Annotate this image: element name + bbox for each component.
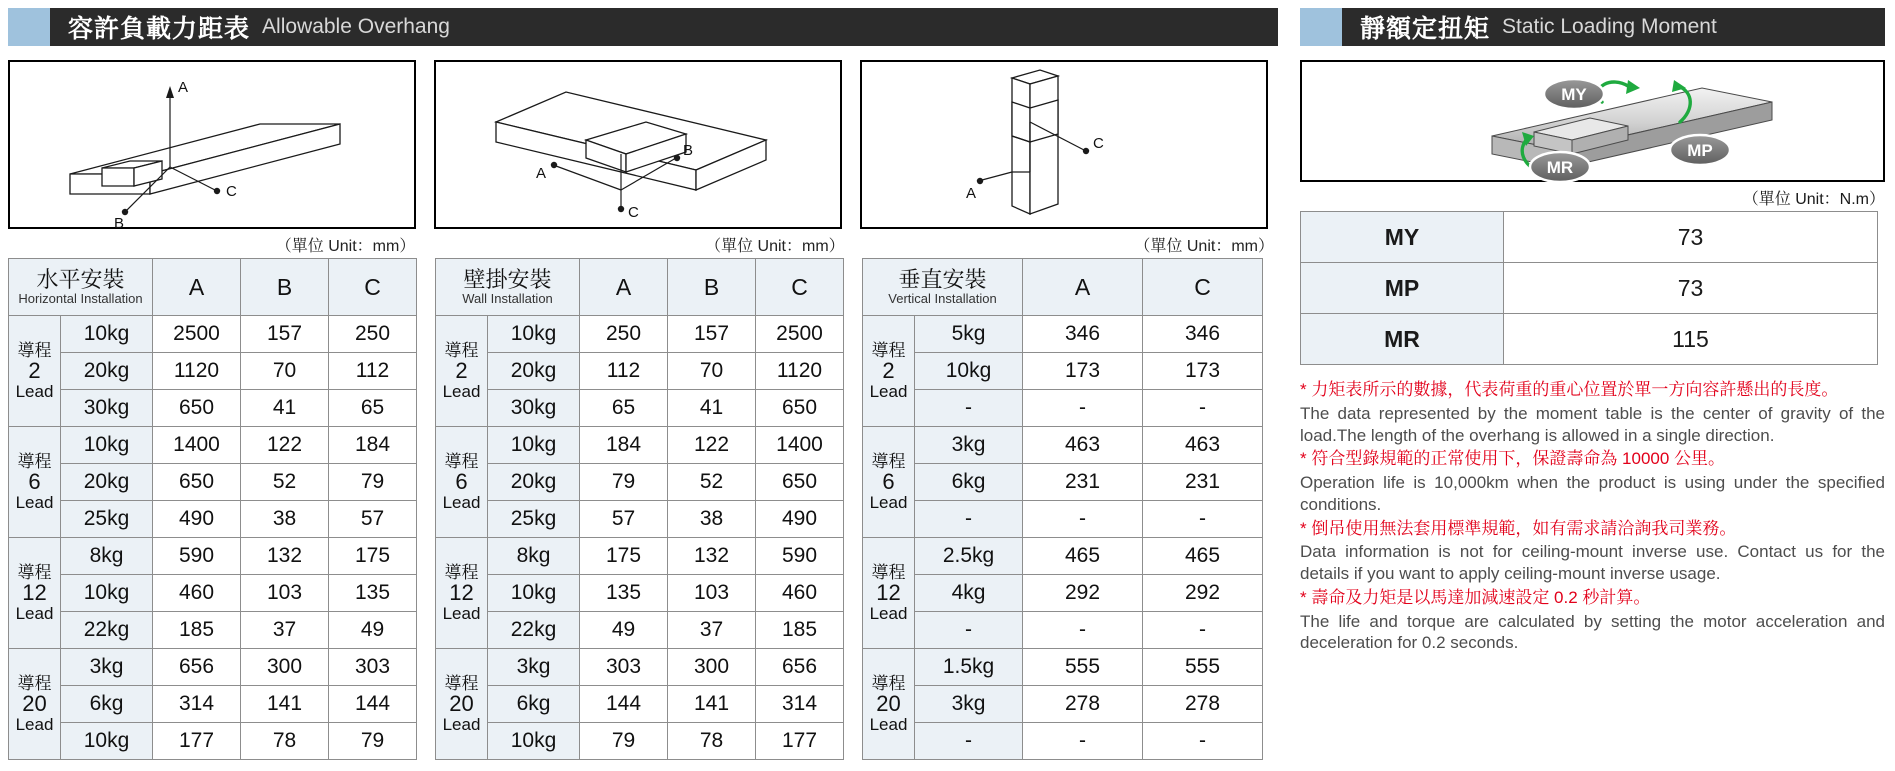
load-cell: -: [915, 501, 1023, 538]
table-row: [436, 649, 844, 686]
header-bar: [50, 8, 1278, 46]
value-c: 112: [329, 353, 417, 390]
note-4-cn: * 壽命及力矩是以馬達加減速設定 0.2 秒計算。: [1300, 587, 1651, 607]
lead-label-en: Lead: [869, 381, 908, 401]
table-row: [863, 723, 1263, 760]
load-cell: 1.5kg: [915, 649, 1023, 686]
value-c: 79: [329, 464, 417, 501]
table-row: [863, 464, 1263, 501]
table-title-cell: [436, 259, 580, 316]
table-row: [436, 353, 844, 390]
lead-group-cell: [9, 427, 61, 538]
load-cell: 6kg: [61, 686, 153, 723]
lead-number: 12: [876, 580, 901, 606]
moment-diagram-drawing: [1302, 62, 1880, 176]
value-a: -: [1023, 612, 1143, 649]
allowable-overhang-header: [8, 8, 1278, 46]
table-row: [863, 649, 1263, 686]
load-cell: 22kg: [61, 612, 153, 649]
value-a: 278: [1023, 686, 1143, 723]
value-a: 656: [153, 649, 241, 686]
value-b: 132: [241, 538, 329, 575]
diagram-vertical-installation: [860, 60, 1268, 229]
load-cell: 20kg: [61, 353, 153, 390]
value-b: 70: [241, 353, 329, 390]
load-cell: 22kg: [488, 612, 580, 649]
value-c: 250: [329, 316, 417, 353]
static-loading-moment-panel: [1300, 8, 1885, 656]
table-row: [436, 464, 844, 501]
value-b: 141: [668, 686, 756, 723]
load-cell: 10kg: [488, 723, 580, 760]
value-c: 135: [329, 575, 417, 612]
table-row: [9, 501, 417, 538]
value-a: 1120: [153, 353, 241, 390]
table-row: [436, 390, 844, 427]
value-c: 292: [1143, 575, 1263, 612]
value-b: 300: [668, 649, 756, 686]
lead-number: 6: [882, 469, 895, 495]
overhang-tables: [8, 258, 1278, 760]
section-title-en: Static Loading Moment: [1502, 15, 1717, 38]
table-horizontal-installation: [8, 258, 417, 760]
value-c: 303: [329, 649, 417, 686]
value-c: -: [1143, 390, 1263, 427]
value-a: 231: [1023, 464, 1143, 501]
table-row: [863, 612, 1263, 649]
column-header-c: C: [1143, 259, 1263, 316]
label-A: A: [966, 185, 977, 202]
lead-group-cell: [436, 427, 488, 538]
lead-label-cn: 導程: [871, 562, 906, 582]
lead-label-en: Lead: [15, 492, 54, 512]
value-b: 70: [668, 353, 756, 390]
column-header-b: B: [668, 259, 756, 316]
table-title-en: Horizontal Installation: [18, 290, 143, 306]
moment-value-mp: 73: [1504, 263, 1878, 314]
value-c: 65: [329, 390, 417, 427]
moment-diagram: [1300, 60, 1885, 182]
lead-label-cn: 導程: [17, 340, 52, 360]
load-cell: 3kg: [61, 649, 153, 686]
value-a: 175: [580, 538, 668, 575]
moment-label-my: MY: [1301, 212, 1504, 263]
moment-notes: [1300, 379, 1885, 654]
load-cell: 10kg: [915, 353, 1023, 390]
moment-label-mr: MR: [1301, 314, 1504, 365]
table-header-row: [9, 259, 417, 316]
table-row: [863, 575, 1263, 612]
value-a: 346: [1023, 316, 1143, 353]
lead-group-cell: [9, 316, 61, 427]
table-row: [9, 538, 417, 575]
note-4-en: The life and torque are calculated by setting the motor acceleration and deceleration for 0.2 seconds.: [1300, 611, 1885, 653]
table-title-cell: [863, 259, 1023, 316]
table-row: [9, 723, 417, 760]
value-a: -: [1023, 390, 1143, 427]
value-b: 141: [241, 686, 329, 723]
value-b: 38: [241, 501, 329, 538]
value-b: 122: [241, 427, 329, 464]
unit-note-1: （單位 Unit：mm）: [275, 238, 416, 255]
value-a: 2500: [153, 316, 241, 353]
load-cell: 3kg: [488, 649, 580, 686]
section-title-en: Allowable Overhang: [262, 15, 450, 38]
value-b: 300: [241, 649, 329, 686]
column-header-c: C: [756, 259, 844, 316]
value-a: 490: [153, 501, 241, 538]
allowable-overhang-panel: [8, 8, 1278, 760]
lead-label-cn: 導程: [17, 673, 52, 693]
unit-notes-row: [8, 229, 1278, 256]
table-row: [9, 427, 417, 464]
horizontal-installation-drawing: [10, 62, 410, 232]
column-header-b: B: [241, 259, 329, 316]
value-b: 41: [241, 390, 329, 427]
value-a: -: [1023, 723, 1143, 760]
table-row: [436, 501, 844, 538]
lead-label-en: Lead: [15, 714, 54, 734]
value-c: -: [1143, 501, 1263, 538]
load-cell: 25kg: [61, 501, 153, 538]
table-row: [863, 501, 1263, 538]
load-cell: 20kg: [488, 464, 580, 501]
table-wall-installation: [435, 258, 844, 760]
value-c: 173: [1143, 353, 1263, 390]
value-c: 314: [756, 686, 844, 723]
value-c: 175: [329, 538, 417, 575]
load-cell: 20kg: [61, 464, 153, 501]
lead-label-en: Lead: [442, 381, 481, 401]
lead-group-cell: [863, 538, 915, 649]
table-row: [436, 316, 844, 353]
value-a: -: [1023, 501, 1143, 538]
section-title-cn: 容許負載力距表: [68, 15, 251, 43]
lead-label-en: Lead: [869, 492, 908, 512]
table-row: [436, 538, 844, 575]
load-cell: 3kg: [915, 427, 1023, 464]
value-c: 79: [329, 723, 417, 760]
value-c: 656: [756, 649, 844, 686]
value-a: 135: [580, 575, 668, 612]
load-cell: 30kg: [488, 390, 580, 427]
table-row: [1301, 314, 1878, 365]
value-c: 49: [329, 612, 417, 649]
diagram-wall-installation: [434, 60, 842, 229]
lead-label-cn: 導程: [871, 340, 906, 360]
value-a: 1400: [153, 427, 241, 464]
header-accent-square: [1300, 8, 1342, 46]
load-cell: 3kg: [915, 686, 1023, 723]
value-a: 49: [580, 612, 668, 649]
lead-label-en: Lead: [869, 603, 908, 623]
lead-label-cn: 導程: [444, 562, 479, 582]
table-row: [9, 464, 417, 501]
lead-group-cell: [9, 538, 61, 649]
table-title-en: Vertical Installation: [888, 290, 997, 306]
value-a: 250: [580, 316, 668, 353]
note-1-en: The data represented by the moment table is the center of gravity of the load.The length of the overhang is allowed in a single direction.: [1300, 403, 1885, 445]
value-c: 2500: [756, 316, 844, 353]
table-title-en: Wall Installation: [462, 290, 553, 306]
value-a: 590: [153, 538, 241, 575]
static-loading-moment-header: [1300, 8, 1885, 46]
moment-label-mp: MP: [1301, 263, 1504, 314]
value-c: 650: [756, 390, 844, 427]
lead-label-cn: 導程: [871, 451, 906, 471]
value-b: 37: [241, 612, 329, 649]
value-b: 52: [668, 464, 756, 501]
unit-note-2: （單位 Unit：mm）: [705, 238, 845, 255]
note-1-cn: * 力矩表所示的數據，代表荷重的重心位置於單一方向容許懸出的長度。: [1300, 380, 1839, 399]
value-b: 78: [668, 723, 756, 760]
moment-value-mr: 115: [1504, 314, 1878, 365]
load-cell: 6kg: [488, 686, 580, 723]
value-c: 460: [756, 575, 844, 612]
table-row: [9, 612, 417, 649]
value-c: 278: [1143, 686, 1263, 723]
lead-number: 20: [449, 691, 474, 717]
table-row: [436, 427, 844, 464]
column-header-a: A: [580, 259, 668, 316]
overhang-diagrams: [8, 60, 1278, 232]
value-c: -: [1143, 723, 1263, 760]
lead-label-en: Lead: [869, 714, 908, 734]
table-row: [436, 723, 844, 760]
value-b: 103: [241, 575, 329, 612]
value-c: 1400: [756, 427, 844, 464]
table-header-row: [863, 259, 1263, 316]
label-C: C: [628, 204, 639, 221]
lead-number: 6: [455, 469, 468, 495]
unit-note-3: （單位 Unit：mm）: [1134, 238, 1274, 255]
lead-label-cn: 導程: [17, 562, 52, 582]
value-c: 1120: [756, 353, 844, 390]
lead-number: 2: [455, 358, 468, 384]
diagram-horizontal-installation: [8, 60, 416, 232]
vertical-installation-drawing: [862, 62, 1262, 223]
load-cell: 10kg: [61, 316, 153, 353]
value-c: 57: [329, 501, 417, 538]
label-C: C: [1093, 135, 1104, 152]
value-a: 463: [1023, 427, 1143, 464]
value-b: 37: [668, 612, 756, 649]
value-a: 177: [153, 723, 241, 760]
value-c: 490: [756, 501, 844, 538]
lead-group-cell: [436, 649, 488, 760]
lead-number: 20: [22, 691, 47, 717]
note-3-cn: * 倒吊使用無法套用標準規範，如有需求請洽詢我司業務。: [1300, 518, 1737, 538]
value-c: -: [1143, 612, 1263, 649]
label-A: A: [536, 165, 547, 182]
load-cell: -: [915, 390, 1023, 427]
lead-group-cell: [863, 316, 915, 427]
moment-value-my: 73: [1504, 212, 1878, 263]
lead-label-en: Lead: [442, 492, 481, 512]
label-B: B: [683, 142, 694, 159]
lead-number: 12: [22, 580, 47, 606]
value-a: 79: [580, 464, 668, 501]
load-cell: 10kg: [61, 723, 153, 760]
value-b: 157: [668, 316, 756, 353]
lead-number: 2: [882, 358, 895, 384]
value-a: 292: [1023, 575, 1143, 612]
badge-mp-label: MP: [1687, 141, 1713, 160]
moment-unit-note: （單位 Unit：N.m）: [1742, 191, 1885, 208]
value-c: 465: [1143, 538, 1263, 575]
badge-my-label: MY: [1561, 85, 1587, 104]
table-row: [9, 649, 417, 686]
table-row: [863, 353, 1263, 390]
lead-label-en: Lead: [442, 603, 481, 623]
load-cell: 2.5kg: [915, 538, 1023, 575]
value-a: 650: [153, 390, 241, 427]
value-b: 103: [668, 575, 756, 612]
lead-number: 20: [876, 691, 901, 717]
value-c: 590: [756, 538, 844, 575]
lead-label-cn: 導程: [444, 451, 479, 471]
lead-group-cell: [863, 427, 915, 538]
value-b: 132: [668, 538, 756, 575]
table-row: [863, 427, 1263, 464]
value-a: 303: [580, 649, 668, 686]
label-C: C: [226, 183, 237, 200]
value-a: 460: [153, 575, 241, 612]
load-cell: 30kg: [61, 390, 153, 427]
header-accent-square: [8, 8, 50, 46]
table-header-row: [436, 259, 844, 316]
lead-label-cn: 導程: [444, 673, 479, 693]
table-title-cell: [9, 259, 153, 316]
value-a: 185: [153, 612, 241, 649]
value-b: 122: [668, 427, 756, 464]
column-header-a: A: [153, 259, 241, 316]
note-2-en: Operation life is 10,000km when the product is using under the specified conditions.: [1300, 473, 1885, 514]
table-title-cn: 垂直安裝: [898, 266, 987, 292]
value-b: 78: [241, 723, 329, 760]
table-title-cn: 水平安裝: [36, 266, 125, 292]
table-vertical-installation: [862, 258, 1263, 760]
lead-label-cn: 導程: [871, 673, 906, 693]
value-c: 144: [329, 686, 417, 723]
table-row: [863, 390, 1263, 427]
lead-number: 6: [28, 469, 41, 495]
value-a: 112: [580, 353, 668, 390]
load-cell: 10kg: [61, 427, 153, 464]
table-row: [1301, 263, 1878, 314]
static-loading-moment-table: [1300, 211, 1878, 365]
table-row: [9, 390, 417, 427]
table-row: [9, 686, 417, 723]
value-a: 144: [580, 686, 668, 723]
lead-group-cell: [436, 538, 488, 649]
lead-group-cell: [863, 649, 915, 760]
table-title-cn: 壁掛安裝: [463, 266, 552, 292]
note-2-cn: * 符合型錄規範的正常使用下，保證壽命為 10000 公里。: [1300, 449, 1726, 469]
load-cell: 20kg: [488, 353, 580, 390]
value-a: 314: [153, 686, 241, 723]
column-header-a: A: [1023, 259, 1143, 316]
load-cell: 10kg: [488, 575, 580, 612]
label-B: B: [114, 215, 125, 232]
value-c: 185: [756, 612, 844, 649]
load-cell: -: [915, 612, 1023, 649]
wall-installation-drawing: [436, 62, 836, 223]
value-c: 650: [756, 464, 844, 501]
badge-mr-label: MR: [1546, 158, 1574, 177]
value-c: 555: [1143, 649, 1263, 686]
value-c: 177: [756, 723, 844, 760]
value-b: 157: [241, 316, 329, 353]
load-cell: 8kg: [488, 538, 580, 575]
section-title-cn: 靜額定扭矩: [1360, 15, 1491, 43]
value-a: 57: [580, 501, 668, 538]
lead-label-en: Lead: [15, 603, 54, 623]
value-b: 52: [241, 464, 329, 501]
table-row: [863, 538, 1263, 575]
table-row: [436, 686, 844, 723]
load-cell: 4kg: [915, 575, 1023, 612]
load-cell: 10kg: [488, 427, 580, 464]
table-row: [9, 353, 417, 390]
value-a: 555: [1023, 649, 1143, 686]
lead-group-cell: [9, 649, 61, 760]
table-row: [9, 575, 417, 612]
load-cell: 8kg: [61, 538, 153, 575]
lead-group-cell: [436, 316, 488, 427]
load-cell: 6kg: [915, 464, 1023, 501]
lead-number: 12: [449, 580, 474, 606]
load-cell: 25kg: [488, 501, 580, 538]
value-b: 38: [668, 501, 756, 538]
value-a: 184: [580, 427, 668, 464]
load-cell: 10kg: [488, 316, 580, 353]
load-cell: -: [915, 723, 1023, 760]
lead-label-cn: 導程: [444, 340, 479, 360]
value-b: 41: [668, 390, 756, 427]
lead-label-cn: 導程: [17, 451, 52, 471]
label-A: A: [178, 79, 189, 96]
value-c: 346: [1143, 316, 1263, 353]
lead-label-en: Lead: [442, 714, 481, 734]
value-a: 650: [153, 464, 241, 501]
load-cell: 5kg: [915, 316, 1023, 353]
table-row: [863, 686, 1263, 723]
header-bar: [1342, 8, 1885, 46]
table-row: [9, 316, 417, 353]
value-c: 463: [1143, 427, 1263, 464]
table-row: [436, 575, 844, 612]
table-row: [1301, 212, 1878, 263]
column-header-c: C: [329, 259, 417, 316]
value-c: 184: [329, 427, 417, 464]
load-cell: 10kg: [61, 575, 153, 612]
value-c: 231: [1143, 464, 1263, 501]
note-3-en: Data information is not for ceiling-mount inverse use. Contact us for the details if you want to apply ceiling-mount inverse usage.: [1300, 542, 1885, 583]
value-a: 79: [580, 723, 668, 760]
table-row: [436, 612, 844, 649]
value-a: 65: [580, 390, 668, 427]
table-row: [863, 316, 1263, 353]
lead-number: 2: [28, 358, 41, 384]
value-a: 173: [1023, 353, 1143, 390]
value-a: 465: [1023, 538, 1143, 575]
lead-label-en: Lead: [15, 381, 54, 401]
